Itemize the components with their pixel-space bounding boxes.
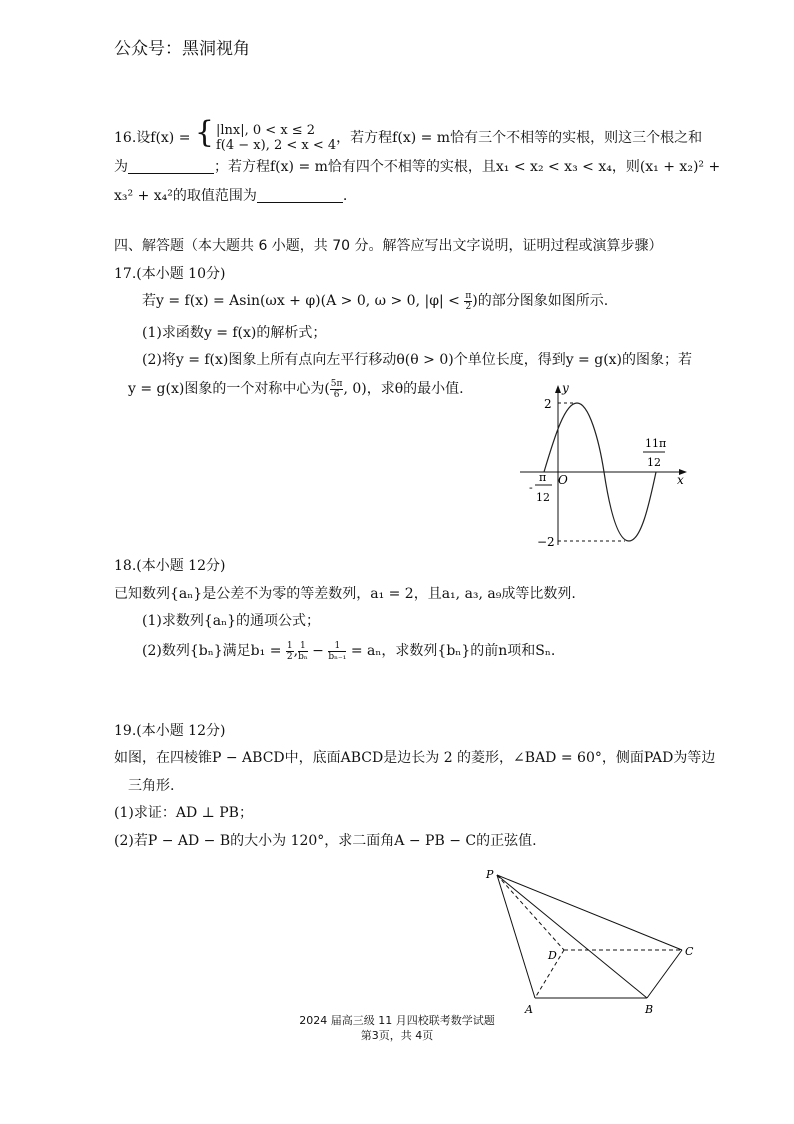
q16-piecewise — [216, 123, 336, 153]
q16-line2 — [114, 156, 720, 176]
q18-title: 18.(本小题 12分) — [114, 558, 226, 574]
q16-piece2: f(4 − x), 2 < x < 4 — [216, 138, 337, 153]
q16-line3 — [114, 185, 347, 205]
q16-answer-blank-2[interactable] — [257, 188, 343, 203]
q16-line1: 16.设f(x) = { |lnx|, 0 < x ≤ 2 f(4 − x), 2 < x < 4 ，若方程f(x) = m恰有三个不相等的实根，则这三个根之和 — [114, 115, 703, 153]
q19-line1: 如图，在四棱锥P − ABCD中，底面ABCD是边长为 2 的菱形，∠BAD = 60°，侧面PAD为等边 — [114, 750, 716, 766]
y-axis-arrow — [555, 385, 561, 393]
q16-answer-blank-1[interactable] — [128, 159, 214, 174]
vertex-C-label: C — [685, 945, 694, 958]
left-tick-num: π — [539, 471, 547, 484]
q17-line1b: )的部分图象如图所示. — [472, 293, 609, 309]
y-max-label: 2 — [544, 397, 552, 411]
edge-PD — [497, 875, 564, 950]
q18-part2b: = aₙ，求数列{bₙ}的前n项和Sₙ. — [346, 643, 556, 659]
q17-fraction-5pi-6: $\frac{5\pi}{6}$ — [330, 378, 343, 400]
q16-text2b: ；若方程f(x) = m恰有四个不相等的实根，且x₁ < x₂ < x₃ < x₄，则(x₁ + x₂)² + — [214, 159, 721, 175]
q19-part1: (1)求证：AD ⊥ PB； — [114, 805, 253, 821]
edge-BC — [647, 950, 682, 998]
q18-part2: (2)数列{bₙ}满足b₁ = $\frac{1}{2}$ , $\frac{1}{\text{bₙ}}$ − $\frac{1}{\text{bₙ₋₁}}$ = aₙ，求数列{bₙ}的前n项和Sₙ. — [142, 640, 556, 662]
left-tick-den: 12 — [536, 491, 550, 504]
q17-part2c: , 0)，求θ的最小值. — [343, 381, 464, 397]
right-tick-num: 11π — [645, 437, 667, 450]
q16-text3a: x₃² + x₄²的取值范围为 — [114, 188, 257, 204]
vertex-A-label: A — [525, 1003, 533, 1016]
q16-piece1: |lnx|, 0 < x ≤ 2 — [216, 123, 316, 138]
edge-PC — [497, 875, 682, 950]
q17-line1 — [142, 290, 608, 312]
q17-part2a: (2)将y = f(x)图象上所有点向左平行移动θ(θ > 0)个单位长度，得到y = g(x)的图象；若 — [142, 352, 693, 368]
q16-prefix: 16.设f(x) = — [114, 130, 195, 146]
sine-graph — [515, 380, 695, 550]
q19-part2: (2)若P − AD − B的大小为 120°，求二面角A − PB − C的正弦值. — [114, 833, 537, 849]
q16-text2a: 为 — [114, 159, 128, 175]
q18-frac-2: $\frac{1}{\text{bₙ}}$ — [298, 640, 308, 662]
right-tick-den: 12 — [647, 456, 661, 469]
section-4-heading: 四、解答题（本大题共 6 小题，共 70 分。解答应写出文字说明，证明过程或演算步骤） — [114, 238, 663, 254]
vertex-B-label: B — [645, 1003, 654, 1016]
y-axis-label: y — [562, 381, 569, 395]
y-min-label: −2 — [537, 535, 555, 549]
q19-title: 19.(本小题 12分) — [114, 723, 226, 739]
x-axis-label: x — [677, 473, 684, 487]
q17-fraction-pi-2: $\frac{\pi}{2}$ — [465, 290, 472, 312]
left-sign: - — [529, 481, 533, 494]
pyramid-figure — [480, 860, 710, 1020]
q16-text1: ，若方程f(x) = m恰有三个不相等的实根，则这三个根之和 — [336, 130, 703, 146]
q18-frac-1: $\frac{1}{2}$ — [286, 640, 293, 662]
edge-PA — [497, 875, 535, 998]
q17-part2b: y = g(x)图象的一个对称中心为( — [128, 381, 330, 397]
vertex-P-label: P — [486, 868, 494, 881]
q18-part1: (1)求数列{aₙ}的通项公式； — [142, 613, 321, 629]
q19-line2: 三角形. — [128, 778, 175, 794]
page-header: 公众号：黑洞视角 — [114, 39, 250, 59]
q18-line1: 已知数列{aₙ}是公差不为零的等差数列，a₁ = 2，且a₁, a₃, a₉成等比数列. — [114, 586, 576, 602]
origin-label: O — [558, 473, 568, 487]
footer-title: 2024 届高三级 11 月四校联考数学试题 — [299, 1014, 495, 1027]
q18-part2a: (2)数列{bₙ}满足b₁ = — [142, 643, 286, 659]
footer-page-number: 第3页，共 4页 — [360, 1029, 434, 1042]
q18-frac-3: $\frac{1}{\text{bₙ₋₁}}$ — [328, 640, 347, 662]
vertex-D-label: D — [548, 949, 557, 962]
q17-part1: (1)求函数y = f(x)的解析式； — [142, 325, 327, 341]
q16-text3b: . — [342, 188, 348, 204]
q17-line1a: 若y = f(x) = Asin(ωx + φ)(A > 0, ω > 0, |φ| < — [142, 293, 465, 309]
q17-title: 17.(本小题 10分) — [114, 266, 226, 282]
q17-part2-line2 — [128, 378, 464, 400]
edge-PB — [497, 875, 647, 998]
